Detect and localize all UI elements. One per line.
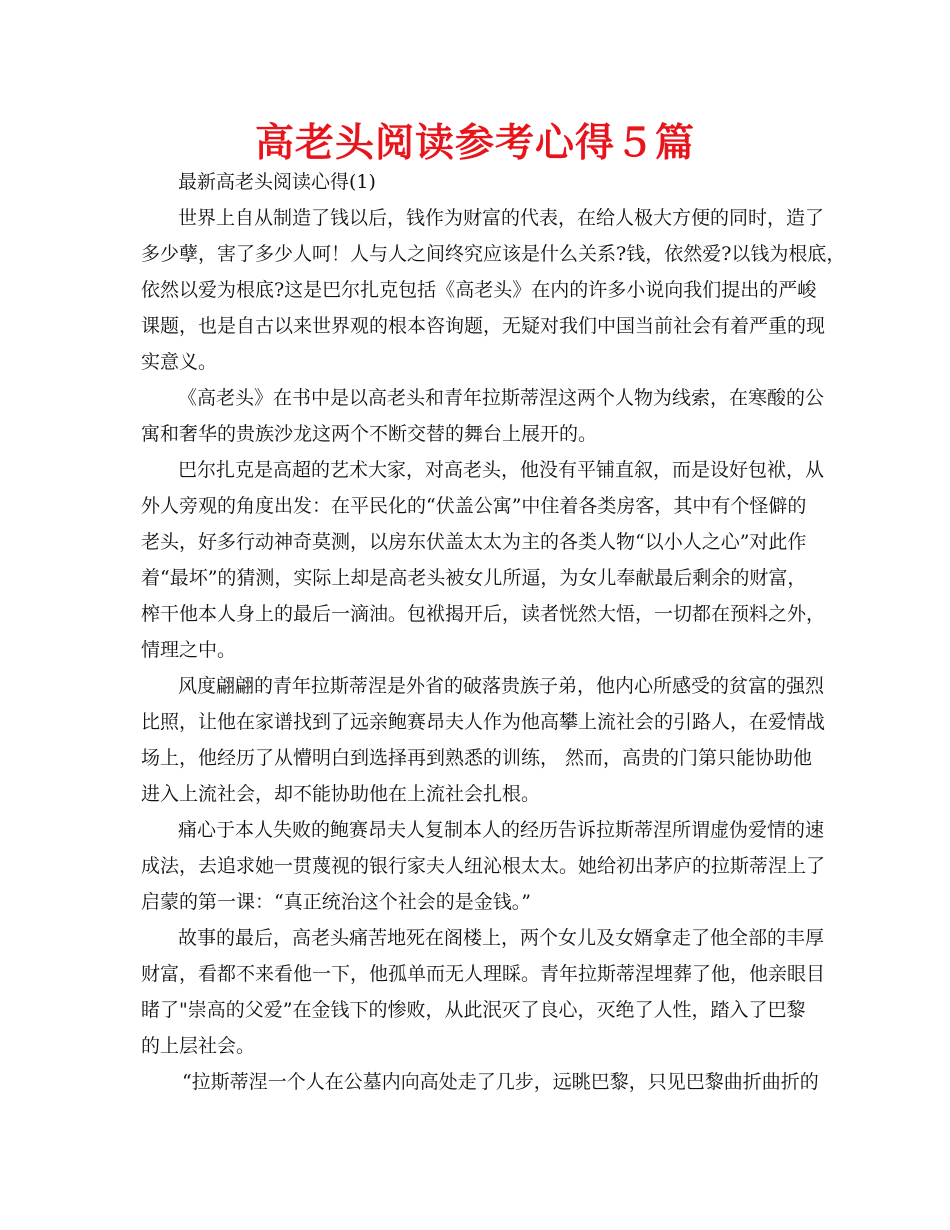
document-subtitle: 最新高老头阅读心得(1)	[178, 171, 376, 193]
text-line: 痛心于本人失败的鲍赛昂夫人复制本人的经历告诉拉斯蒂涅所谓虚伪爱情的速	[178, 819, 825, 841]
text-line: 老头，好多行动神奇莫测，以房东伏盖太太为主的各类人物“以小人之心”对此作	[141, 531, 807, 553]
paragraph	[141, 380, 825, 452]
paragraph	[141, 1064, 819, 1100]
text-line: 情理之中。	[141, 639, 237, 661]
text-line: 《高老头》在书中是以高老头和青年拉斯蒂涅这两个人物为线索，在寒酸的公	[178, 387, 825, 409]
text-line: 场上，他经历了从懵明白到选择再到熟悉的训练， 然而，高贵的门第只能协助他	[141, 747, 813, 769]
document-title: 高老头阅读参考心得５篇	[254, 121, 695, 166]
text-line: 财富，看都不来看他一下，他孤单而无人理睬。青年拉斯蒂涅埋葬了他，他亲眼目	[141, 963, 826, 985]
text-line: 多少孽，害了多少人呵！人与人之间终究应该是什么关系?钱，依然爱?以钱为根底，	[141, 243, 846, 265]
text-line: 启蒙的第一课：“真正统治这个社会的是金钱。”	[141, 891, 531, 913]
text-line: 比照，让他在家谱找到了远亲鲍赛昂夫人作为他高攀上流社会的引路人，在爱情战	[141, 711, 826, 733]
text-line: 外人旁观的角度出发：在平民化的“伏盖公寓”中住着各类房客，其中有个怪僻的	[141, 495, 807, 517]
text-line: 巴尔扎克是高超的艺术大家，对高老头，他没有平铺直叙，而是设好包袱，从	[178, 459, 825, 481]
text-line: 榨干他本人身上的最后一滴油。包袱揭开后，读者恍然大悟，一切都在预料之外，	[141, 603, 826, 625]
text-line: 故事的最后，高老头痛苦地死在阁楼上，两个女儿及女婿拿走了他全部的丰厚	[178, 927, 825, 949]
text-line: 世界上自从制造了钱以后，钱作为财富的代表，在给人极大方便的同时，造了	[178, 207, 825, 229]
text-line: 的上层社会。	[141, 1035, 256, 1057]
paragraph	[141, 452, 826, 668]
paragraph	[141, 668, 826, 812]
text-line: 进入上流社会，却不能协助他在上流社会扎根。	[141, 783, 541, 805]
text-line: 睹了"崇高的父爱”在金钱下的惨败，从此泯灭了良心，灭绝了人性，踏入了巴黎	[141, 999, 806, 1021]
text-line: “拉斯蒂涅一个人在公墓内向高处走了几步，远眺巴黎，只见巴黎曲折曲折的	[182, 1071, 819, 1093]
text-line: 依然以爱为根底?这是巴尔扎克包括《高老头》在内的许多小说向我们提出的严峻	[141, 279, 817, 301]
text-line: 着“最坏”的猜测，实际上却是高老头被女儿所逼，为女儿奉献最后剩余的财富，	[141, 567, 807, 589]
text-line: 风度翩翩的青年拉斯蒂涅是外省的破落贵族子弟，他内心所感受的贫富的强烈	[178, 675, 825, 697]
paragraph	[141, 200, 846, 380]
text-line: 成法，去追求她一贯蔑视的银行家夫人纽沁根太太。她给初出茅庐的拉斯蒂涅上了	[141, 855, 826, 877]
text-line: 寓和奢华的贵族沙龙这两个不断交替的舞台上展开的。	[141, 423, 598, 445]
document-body	[141, 164, 846, 1100]
text-line: 实意义。	[141, 351, 218, 373]
paragraph	[141, 920, 826, 1064]
paragraph	[141, 812, 826, 920]
text-line: 课题，也是自古以来世界观的根本咨询题，无疑对我们中国当前社会有着严重的现	[141, 315, 826, 337]
